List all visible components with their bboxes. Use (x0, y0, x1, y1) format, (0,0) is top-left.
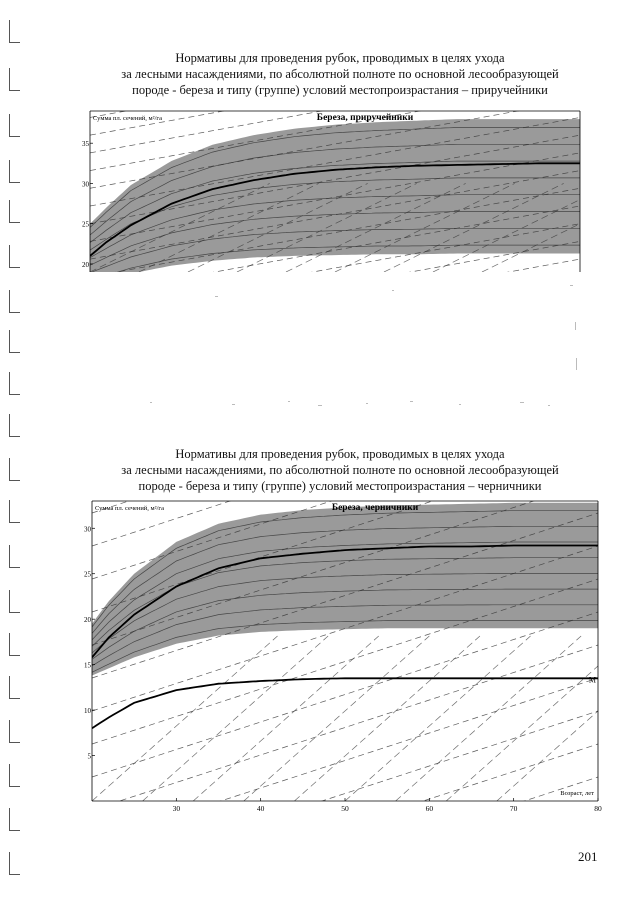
thinning-line (193, 636, 379, 801)
binding-mark (9, 114, 20, 137)
thinning-line (92, 282, 598, 447)
thinning-line (92, 777, 598, 905)
y-tick-label: 25 (84, 570, 91, 579)
binding-mark (9, 633, 20, 656)
thinning-line (92, 810, 598, 905)
thinning-line (90, 295, 580, 384)
chart-title: Береза, приручейники (316, 113, 414, 123)
binding-mark (9, 852, 20, 875)
thinning-line (90, 277, 580, 366)
binding-mark (9, 68, 20, 91)
thinning-line (92, 744, 598, 905)
heading-line: породе - береза и типу (группе) условий местопроизрастания – черничники (138, 479, 542, 493)
page-number: 201 (578, 849, 598, 864)
binding-mark (9, 20, 20, 43)
y-tick-label: 35 (82, 140, 89, 149)
y-tick-label: 5 (87, 752, 91, 761)
binding-mark (9, 414, 20, 437)
thinning-line (396, 636, 582, 801)
y-tick-label: 30 (84, 525, 91, 534)
y-tick-label: 20 (84, 616, 91, 625)
binding-mark (9, 330, 20, 353)
chart-priruchejniki (82, 109, 588, 272)
chart-chernichniki (82, 499, 600, 815)
x-tick-label: 40 (256, 804, 265, 813)
y-tick-label: 25 (82, 220, 89, 229)
binding-mark (9, 764, 20, 787)
chart-svg (82, 109, 588, 272)
x-tick-label: 50 (341, 804, 349, 813)
thinning-line (92, 678, 598, 843)
binding-mark (9, 590, 20, 613)
y-tick-label: 30 (82, 180, 89, 189)
x-axis-label: Возраст, лет (560, 790, 594, 797)
series-label: M (588, 675, 596, 685)
chart-title: Береза, черничники (331, 503, 419, 513)
thinning-line (294, 636, 480, 801)
y-tick-label: 15 (84, 661, 91, 670)
x-tick-label: 60 (425, 804, 434, 813)
thinning-line (92, 645, 598, 810)
thinning-line (90, 0, 580, 47)
thinning-line (92, 876, 598, 905)
plot-area (92, 216, 640, 905)
section-heading (80, 446, 600, 494)
heading-line: за лесными насаждениями, по абсолютной полноте по основной лесообразующей (121, 463, 559, 477)
heading-line: за лесными насаждениями, по абсолютной полноте по основной лесообразующей (121, 67, 559, 81)
heading-line: Нормативы для проведения рубок, проводимых в целях ухода (175, 51, 505, 65)
binding-mark (9, 545, 20, 568)
thinning-line (90, 312, 580, 401)
binding-mark (9, 500, 20, 523)
binding-mark (9, 372, 20, 395)
binding-mark (9, 290, 20, 313)
binding-mark (9, 245, 20, 268)
heading-line: Нормативы для проведения рубок, проводимых в целях ухода (175, 447, 505, 461)
thinning-line (244, 636, 430, 801)
x-tick-label: 70 (509, 804, 518, 813)
thinning-line (90, 330, 580, 419)
thinning-line (92, 843, 598, 905)
series-line (92, 678, 598, 728)
x-tick-label: 30 (172, 804, 181, 813)
y-tick-label: 10 (84, 707, 91, 716)
binding-mark (9, 808, 20, 831)
thinning-line (92, 249, 598, 414)
binding-mark (9, 200, 20, 223)
heading-line: породе - береза и типу (группе) условий местопроизрастания – приручейники (132, 83, 548, 97)
binding-mark (9, 720, 20, 743)
y-axis-label: Сумма пл. сечений, м²/га (93, 115, 162, 122)
section-heading (80, 50, 600, 98)
y-axis-label: Сумма пл. сечений, м²/га (95, 505, 164, 512)
x-tick-label: 80 (594, 804, 602, 813)
binding-mark (9, 676, 20, 699)
thinning-line (497, 636, 640, 801)
chart-svg (82, 499, 600, 815)
thinning-line (92, 711, 598, 876)
binding-mark (9, 160, 20, 183)
thinning-line (90, 259, 580, 348)
y-tick-label: 20 (82, 260, 89, 269)
binding-mark (9, 458, 20, 481)
